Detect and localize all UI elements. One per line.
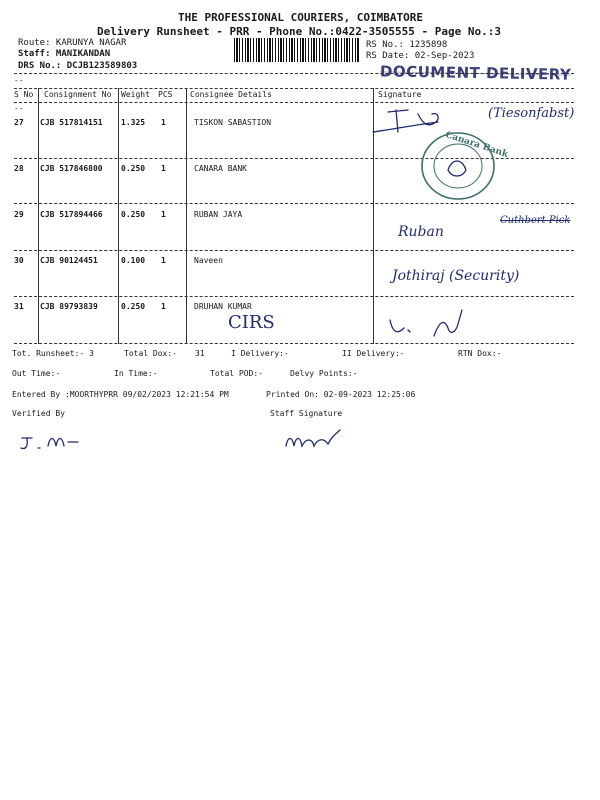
- ii-delivery: II Delivery:-: [342, 349, 405, 358]
- row-pcs: 1: [161, 164, 166, 173]
- i-delivery: I Delivery:-: [231, 349, 289, 358]
- row-weight: 0.250: [121, 164, 146, 173]
- col-consignment: Consignment No: [44, 90, 112, 99]
- total-pod: Total POD:-: [210, 369, 263, 378]
- row-consignee: Naveen: [194, 256, 223, 265]
- staff-signature-label: Staff Signature: [270, 409, 343, 418]
- rtn-dox: RTN Dox:-: [458, 349, 502, 358]
- bank-seal-text: Canara Bank: [444, 130, 510, 160]
- rule-marker: --: [14, 104, 24, 113]
- runsheet-subtitle: Delivery Runsheet - PRR - Phone No.:0422-3505555 - Page No.:3: [97, 25, 501, 38]
- total-runsheet: Tot. Runsheet:- 3: [12, 349, 94, 358]
- row-sno: 31: [14, 302, 24, 311]
- row-sno: 29: [14, 210, 24, 219]
- staff-label: Staff: MANIKANDAN: [18, 49, 111, 59]
- rs-date: RS Date: 02-Sep-2023: [366, 51, 475, 61]
- row-rule: [14, 250, 574, 251]
- printed-on: Printed On: 02-09-2023 12:25:06: [266, 390, 416, 399]
- col-weight: Weight: [121, 90, 150, 99]
- row-consignee: DRUHAN KUMAR: [194, 302, 252, 311]
- row-rule: [14, 296, 574, 297]
- barcode: [234, 38, 360, 62]
- row-consignment: CJB 90124451: [40, 256, 98, 265]
- drs-number: DRS No.: DCJB123589803: [18, 61, 138, 71]
- delvy-points: Delvy Points:-: [290, 369, 358, 378]
- row-consignment: CJB 517894466: [40, 210, 103, 219]
- row-consignee: RUBAN JAYA: [194, 210, 243, 219]
- total-dox-value: 31: [195, 349, 205, 358]
- in-time: In Time:-: [114, 369, 158, 378]
- row-pcs: 1: [161, 256, 166, 265]
- rule-marker: --: [14, 76, 24, 85]
- row-sno: 28: [14, 164, 24, 173]
- table-header-rule: [14, 102, 574, 103]
- col-signature: Signature: [378, 90, 422, 99]
- col-divider: [118, 88, 119, 344]
- header-rule: [14, 73, 574, 74]
- out-time: Out Time:-: [12, 369, 61, 378]
- col-sno: S No: [14, 90, 34, 99]
- row-pcs: 1: [161, 302, 166, 311]
- row30-signature: Jothiraj (Security): [392, 268, 520, 284]
- route-label: Route: KARUNYA NAGAR: [18, 38, 127, 48]
- row-consignment: CJB 517814151: [40, 118, 103, 127]
- entered-by: Entered By :MOORTHYPRR 09/02/2023 12:21:54 PM: [12, 390, 229, 399]
- row-pcs: 1: [161, 118, 166, 127]
- document-delivery-stamp: DOCUMENT DELIVERY: [379, 62, 572, 84]
- row29-signature-2: Cuthbert Pick: [500, 215, 571, 226]
- row-consignee: TISKON SABASTION: [194, 118, 272, 127]
- row-consignment: CJB 89793839: [40, 302, 98, 311]
- row-consignment: CJB 517846800: [40, 164, 103, 173]
- row-weight: 0.250: [121, 302, 146, 311]
- verified-by-scribble-icon: [18, 432, 88, 454]
- company-title: THE PROFESSIONAL COURIERS, COIMBATORE: [178, 11, 424, 24]
- row-consignee: CANARA BANK: [194, 164, 247, 173]
- col-consignee: Consignee Details: [190, 90, 272, 99]
- row-sno: 30: [14, 256, 24, 265]
- rs-number: RS No.: 1235898: [366, 40, 448, 50]
- row-weight: 1.325: [121, 118, 146, 127]
- row-pcs: 1: [161, 210, 166, 219]
- col-pcs: PCS: [158, 90, 173, 99]
- verified-by: Verified By: [12, 409, 65, 418]
- table-top-rule: [14, 88, 574, 89]
- row-weight: 0.100: [121, 256, 146, 265]
- row31-note: CIRS: [228, 312, 275, 333]
- row-rule: [14, 203, 574, 204]
- row29-signature: Ruban: [398, 224, 444, 240]
- row31-signature-scribble-icon: [384, 306, 494, 344]
- total-dox-label: Total Dox:-: [124, 349, 177, 358]
- row-weight: 0.250: [121, 210, 146, 219]
- col-divider: [186, 88, 187, 344]
- row27-signature: (Tiesonfabst): [488, 106, 575, 121]
- col-divider: [38, 88, 39, 344]
- row-sno: 27: [14, 118, 24, 127]
- staff-signature-scribble-icon: [282, 426, 352, 452]
